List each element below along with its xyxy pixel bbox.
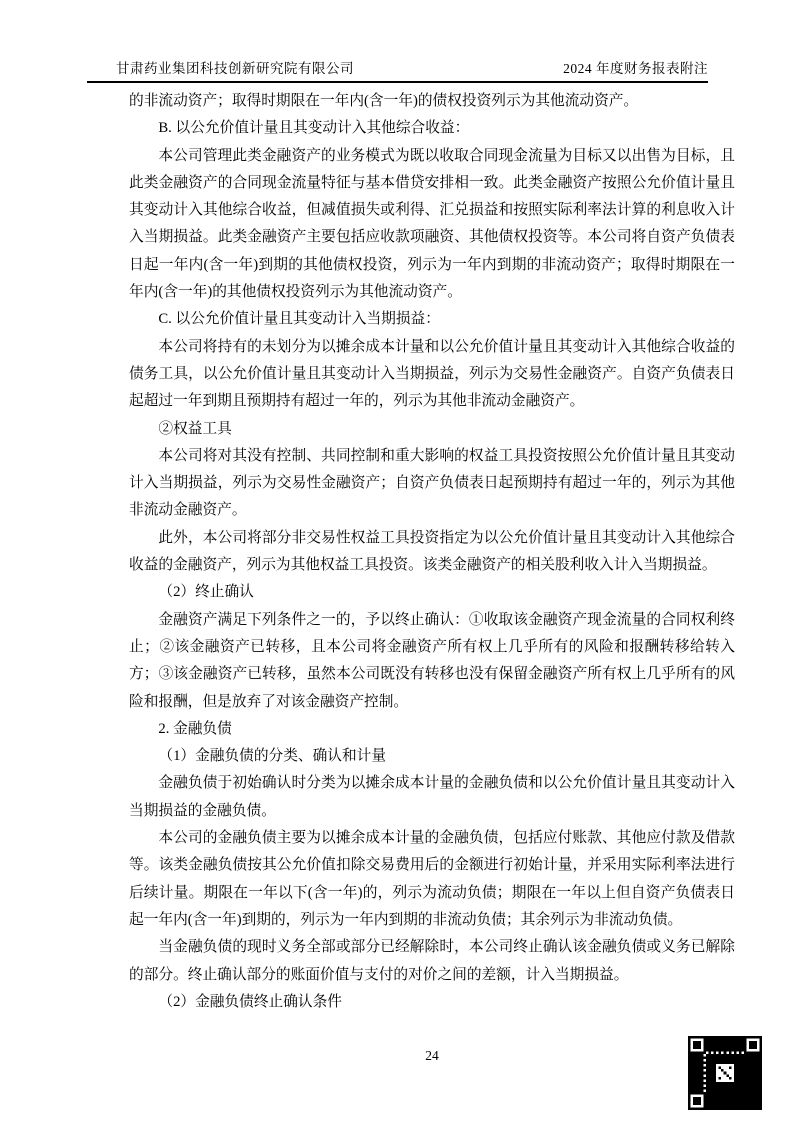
paragraph: ②权益工具 [158, 420, 232, 437]
body-paragraphs [129, 88, 735, 1016]
paragraph: C. 以公允价值计量且其变动计入当期损益： [158, 311, 440, 328]
paragraph: 本公司将对其没有控制、共同控制和重大影响的权益工具投资按照公允价值计量且其变动计入当期损益，列示为交易性金融资产；自资产负债表日起预期持有超过一年的，列示为其他非流动金融资产。 [129, 447, 735, 519]
paragraph: 当金融负债的现时义务全部或部分已经解除时，本公司终止确认该金融负债或义务已解除的部分。终止确认部分的账面价值与支付的对价之间的差额，计入当期损益。 [129, 939, 735, 983]
paragraph: 2. 金融负债 [158, 720, 232, 737]
paragraph: （2）金融负债终止确认条件 [158, 993, 342, 1010]
page-header [87, 50, 708, 83]
paragraph: 本公司将持有的未划分为以摊余成本计量和以公允价值计量且其变动计入其他综合收益的债务工具，以公允价值计量且其变动计入当期损益，列示为交易性金融资产。自资产负债表日起超过一年到期且预期持有超过一年的，列示为其他非流动金融资产。 [129, 338, 735, 410]
paragraph: 的非流动资产；取得时期限在一年内(含一年)的债权投资列示为其他流动资产。 [129, 93, 639, 109]
paragraph: 本公司的金融负债主要为以摊余成本计量的金融负债，包括应付账款、其他应付款及借款等。该类金融负债按其公允价值扣除交易费用后的金额进行初始计量，并采用实际利率法进行后续计量。期限在一年以下(含一年)的，列示为流动负债；期限在一年以上但自资产负债表日起一年内(含一年)到期的，列示为一年内到期的非流动负债；其余列示为非流动负债。 [129, 830, 735, 928]
page-number: 24 [425, 1048, 439, 1063]
paragraph: 本公司管理此类金融资产的业务模式为既以收取合同现金流量为目标又以出售为目标，且此类金融资产的合同现金流量特征与基本借贷安排相一致。此类金融资产按照公允价值计量且其变动计入其他综合收益，但减值损失或利得、汇兑损益和按照实际利率法计算的利息收入计入当期损益。此类金融资产主要包括应收款项融资、其他债权投资等。本公司将自资产负债表日起一年内(含一年)到期的其他债权投资，列示为一年内到期的非流动资产；取得时期限在一年内(含一年)的其他债权投资列示为其他流动资产。 [129, 147, 735, 301]
header-doc-title: 2024 年度财务报表附注 [563, 61, 708, 76]
paragraph: （1）金融负债的分类、确认和计量 [158, 748, 387, 765]
qr-code-icon [688, 1035, 762, 1111]
header-company-name: 甘肃药业集团科技创新研究院有限公司 [116, 61, 354, 76]
paragraph: 此外，本公司将部分非交易性权益工具投资指定为以公允价值计量且其变动计入其他综合收益的金融资产，列示为其他权益工具投资。该类金融资产的相关股利收入计入当期损益。 [129, 529, 735, 574]
paragraph: 金融资产满足下列条件之一的，予以终止确认：①收取该金融资产现金流量的合同权利终止；②该金融资产已转移，且本公司将金融资产所有权上几乎所有的风险和报酬转移给转入方；③该金融资产已转移，虽然本公司既没有转移也没有保留金融资产所有权上几乎所有的风险和报酬，但是放弃了对该金融资产控制。 [129, 611, 735, 710]
paragraph: B. 以公允价值计量且其变动计入其他综合收益： [158, 120, 470, 137]
paragraph: （2）终止确认 [158, 584, 254, 601]
paragraph: 金融负债于初始确认时分类为以摊余成本计量的金融负债和以公允价值计量且其变动计入当期损益的金融负债。 [129, 775, 735, 819]
